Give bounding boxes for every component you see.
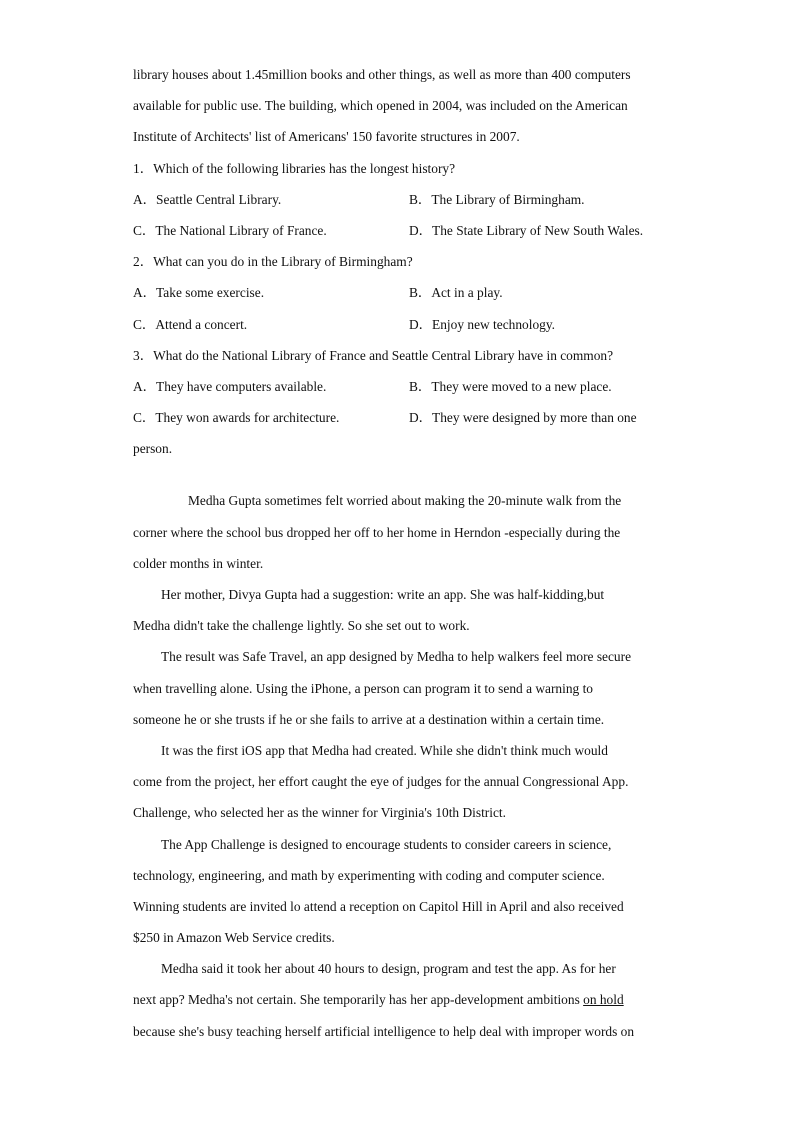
document-page: [133, 59, 663, 1047]
text-line: The App Challenge is designed to encourage students to consider careers in science,: [161, 836, 612, 852]
passage-paragraph-3: [133, 641, 663, 735]
underlined-phrase: on hold: [583, 992, 624, 1008]
option-d: D．They were designed by more than one: [409, 410, 637, 426]
text-segment: next app? Medha's not certain. She temporarily has her app-development ambitions: [133, 992, 584, 1008]
option-a: A．Seattle Central Library.: [133, 191, 282, 207]
option-c: C．Attend a concert.: [133, 316, 248, 332]
text-line: Her mother, Divya Gupta had a suggestion: write an app. She was half-kidding,but: [161, 587, 605, 602]
option-c: C．They won awards for architecture.: [133, 410, 340, 426]
option-d-continuation: person.: [133, 441, 173, 457]
intro-paragraph: [133, 59, 663, 153]
question-1: [133, 153, 663, 247]
section-gap: [133, 464, 663, 485]
option-b: B．They were moved to a new place.: [409, 378, 612, 394]
text-line: someone he or she trusts if he or she fails to arrive at a destination within a certain time.: [133, 711, 605, 727]
passage-paragraph-2: [133, 579, 663, 641]
text-line: come from the project, her effort caught the eye of judges for the annual Congressional App.: [133, 774, 629, 790]
text-line: Winning students are invited lo attend a reception on Capitol Hill in April and also received: [133, 898, 624, 914]
text-line: library houses about 1.45million books and other things, as well as more than 400 computers: [133, 67, 631, 82]
text-line: $250 in Amazon Web Service credits.: [133, 930, 335, 946]
text-line: Medha Gupta sometimes felt worried about making the 20-minute walk from the: [188, 493, 622, 509]
text-line: Challenge, who selected her as the winner for Virginia's 10th District.: [133, 805, 506, 821]
text-line: Medha said it took her about 40 hours to design, program and test the app. As for her: [161, 961, 616, 977]
question-stem: 3．What do the National Library of France and Seattle Central Library have in common?: [133, 347, 614, 363]
text-line: technology, engineering, and math by experimenting with coding and computer science.: [133, 867, 605, 883]
text-line: corner where the school bus dropped her off to her home in Herndon -especially during the: [133, 524, 621, 540]
text-line: Medha didn't take the challenge lightly. So she set out to work.: [133, 618, 470, 634]
question-3: [133, 340, 663, 465]
option-a: A．They have computers available.: [133, 378, 327, 394]
text-line: when travelling alone. Using the iPhone, a person can program it to send a warning to: [133, 680, 594, 696]
passage-paragraph-1: [133, 485, 663, 579]
text-line: The result was Safe Travel, an app designed by Medha to help walkers feel more secure: [161, 649, 632, 665]
text-line: [133, 984, 663, 1015]
text-line: colder months in winter.: [133, 555, 264, 571]
text-line: available for public use. The building, which opened in 2004, was included on the American: [133, 98, 628, 114]
option-c: C．The National Library of France.: [133, 222, 327, 238]
question-stem: 2．What can you do in the Library of Birmingham?: [133, 254, 413, 270]
text-line: It was the first iOS app that Medha had created. While she didn't think much would: [161, 742, 608, 758]
passage-paragraph-5: [133, 829, 663, 954]
passage: [133, 485, 663, 1046]
text-line: Institute of Architects' list of Americans' 150 favorite structures in 2007.: [133, 129, 520, 145]
option-b: B．Act in a play.: [409, 285, 503, 301]
option-b: B．The Library of Birmingham.: [409, 191, 585, 207]
option-a: A．Take some exercise.: [133, 285, 265, 301]
option-d: D．Enjoy new technology.: [409, 316, 556, 332]
passage-paragraph-4: [133, 735, 663, 829]
option-d: D．The State Library of New South Wales.: [409, 222, 644, 238]
text-line: because she's busy teaching herself artificial intelligence to help deal with improper words on: [133, 1023, 635, 1039]
question-2: [133, 246, 663, 340]
passage-paragraph-6: [133, 953, 663, 1047]
question-stem: 1．Which of the following libraries has the longest history?: [133, 160, 456, 176]
